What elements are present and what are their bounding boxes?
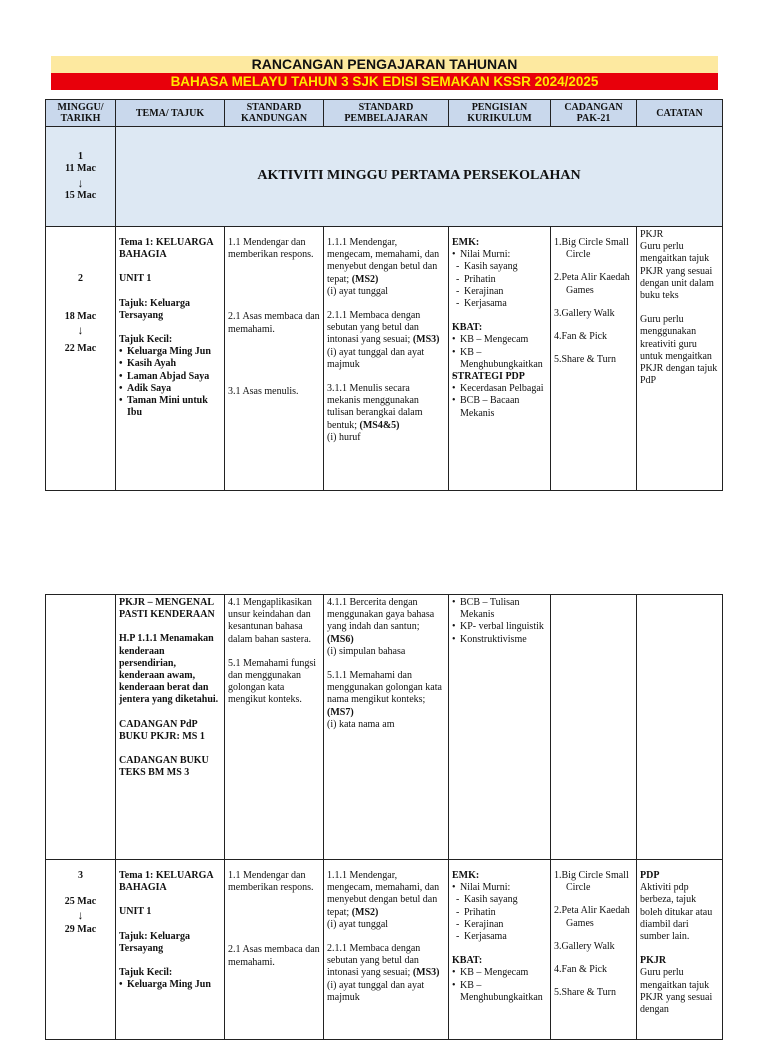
catatan-cell: PDP Aktiviti pdp berbeza, tajuk boleh ditukar atau diambil dari sumber lain. PKJR Guru perlu mengaitkan tajuk PKJR yang sesuai dengan [637, 860, 723, 1040]
week-cell: 2 18 Mac ↓ 22 Mac [46, 227, 116, 491]
sk-cell: 1.1 Mendengar dan memberikan respons. 2.1 Asas membaca dan memahami. 3.1 Asas menulis. [225, 227, 324, 491]
catatan-cell [637, 595, 723, 860]
pak-cell [551, 595, 637, 860]
list-item: • Taman Mini untuk Ibu [119, 395, 221, 419]
col-header: CATATAN [637, 100, 723, 127]
col-header: CADANGAN PAK-21 [551, 100, 637, 127]
arrow-down-icon: ↓ [77, 908, 84, 923]
sp-cell: 4.1.1 Bercerita dengan menggunakan gaya bahasa yang indah dan santun; (MS6) (i) simpulan bahasa 5.1.1 Memahami dan menggunakan golongan kata nama mengikut konteks; (MS7) (i) kata nama am [324, 595, 449, 860]
document-title: RANCANGAN PENGAJARAN TAHUNAN [51, 56, 718, 73]
col-header: PENGISIAN KURIKULUM [449, 100, 551, 127]
lesson-plan-table [45, 99, 723, 491]
tema-cell: Tema 1: KELUARGA BAHAGIA UNIT 1 Tajuk: Keluarga Tersayang Tajuk Kecil: • Keluarga Ming Jun • Kasih Ayah • Laman Abjad Saya • Adik Saya • Taman Mini untuk Ibu [116, 227, 225, 491]
pk-cell: • BCB – Tulisan Mekanis • KP- verbal linguistik • Konstruktivisme [449, 595, 551, 860]
list-item: • Keluarga Ming Jun [119, 346, 221, 358]
pk-cell: EMK: • Nilai Murni: - Kasih sayang - Prihatin - Kerajinan - Kerjasama KBAT: • KB – Mengecam • KB – Menghubungkaitkan [449, 860, 551, 1040]
col-header: MINGGU/ TARIKH [46, 100, 116, 127]
week-cell [46, 595, 116, 860]
catatan-cell: PKJR Guru perlu mengaitkan tajuk PKJR yang sesuai dengan unit dalam buku teks Guru perlu menggunakan kreativiti guru untuk mengaitkan PKJR dengan tajuk PdP [637, 227, 723, 491]
pkjr-cell: PKJR – MENGENAL PASTI KENDERAAN H.P 1.1.1 Menamakan kenderaan persendirian, kenderaan awam, kenderaan berat dan jentera yang diketahui. CADANGAN PdP BUKU PKJR: MS 1 CADANGAN BUKU TEKS BM MS 3 [116, 595, 225, 860]
pk-cell: EMK: • Nilai Murni: - Kasih sayang - Prihatin - Kerajinan - Kerjasama KBAT: • KB – Mengecam • KB – Menghubungkaitkan STRATEGI PDP • Kecerdasan Pelbagai • BCB – Bacaan Mekanis [449, 227, 551, 491]
pak-cell: 1.Big Circle Small Circle 2.Peta Alir Kaedah Games 3.Gallery Walk 4.Fan & Pick 5.Share & Turn [551, 227, 637, 491]
col-header: STANDARD KANDUNGAN [225, 100, 324, 127]
list-item: • Laman Abjad Saya [119, 371, 221, 383]
sp-cell: 1.1.1 Mendengar, mengecam, memahami, dan menyebut dengan betul dan tepat; (MS2) (i) ayat tunggal 2.1.1 Membaca dengan sebutan yang betul dan intonasi yang sesuai; (MS3) (i) ayat tunggal dan ayat majmuk [324, 860, 449, 1040]
week-cell: 1 11 Mac ↓ 15 Mac [46, 127, 116, 227]
tema-cell: Tema 1: KELUARGA BAHAGIA UNIT 1 Tajuk: Keluarga Tersayang Tajuk Kecil: • Keluarga Ming Jun [116, 860, 225, 1040]
arrow-down-icon: ↓ [77, 175, 84, 190]
week-cell: 3 25 Mac ↓ 29 Mac [46, 860, 116, 1040]
sp-cell: 1.1.1 Mendengar, mengecam, memahami, dan menyebut dengan betul dan tepat; (MS2) (i) ayat tunggal 2.1.1 Membaca dengan sebutan yang betul dan intonasi yang sesuai; (MS3) (i) ayat tunggal dan ayat majmuk 3.1.1 Menulis secara mekanis menggunakan tulisan berangkai dalam bentuk; (MS4&5) (i) huruf [324, 227, 449, 491]
lesson-plan-table-continued [45, 594, 723, 1040]
pak-cell: 1.Big Circle Small Circle 2.Peta Alir Kaedah Games 3.Gallery Walk 4.Fan & Pick 5.Share & Turn [551, 860, 637, 1040]
sk-cell: 1.1 Mendengar dan memberikan respons. 2.1 Asas membaca dan memahami. [225, 860, 324, 1040]
list-item: • Kasih Ayah [119, 358, 221, 370]
col-header: STANDARD PEMBELAJARAN [324, 100, 449, 127]
arrow-down-icon: ↓ [77, 323, 84, 338]
col-header: TEMA/ TAJUK [116, 100, 225, 127]
sk-cell: 4.1 Mengaplikasikan unsur keindahan dan kesantunan bahasa dalam bahan sastera. 5.1 Memahami fungsi dan menggunakan golongan kata mengikut konteks. [225, 595, 324, 860]
list-item: • Keluarga Ming Jun [119, 979, 221, 991]
list-item: • Adik Saya [119, 383, 221, 395]
document-subtitle: BAHASA MELAYU TAHUN 3 SJK EDISI SEMAKAN KSSR 2024/2025 [51, 73, 718, 90]
activity-banner: AKTIVITI MINGGU PERTAMA PERSEKOLAHAN [116, 127, 723, 227]
